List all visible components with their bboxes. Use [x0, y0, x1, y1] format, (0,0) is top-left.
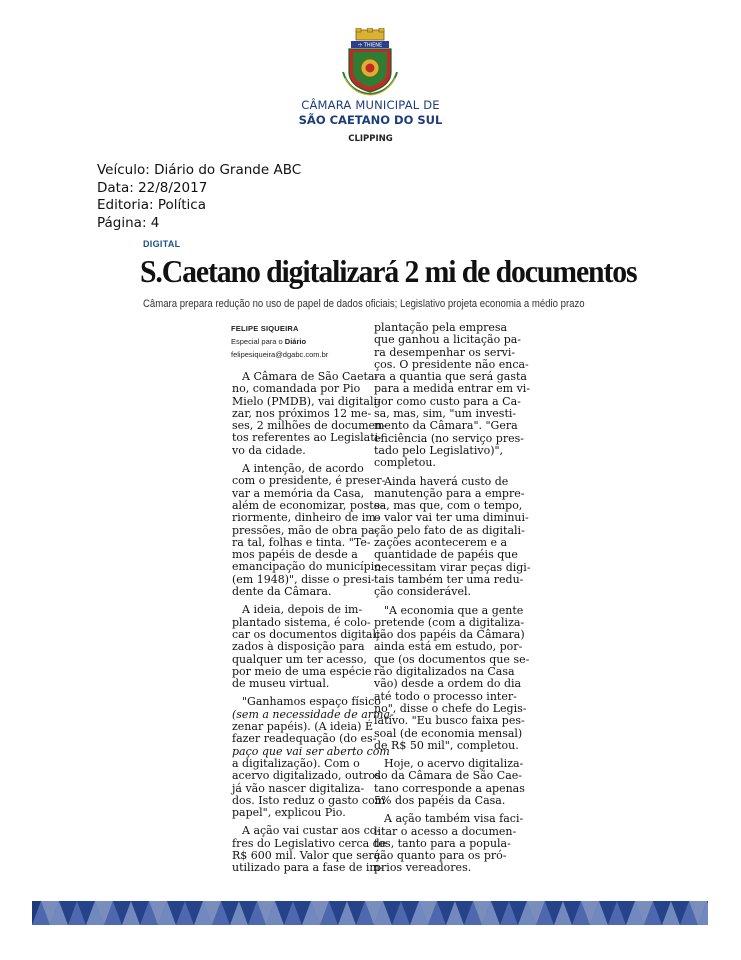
article-line: vão) desde a ordem do dia	[374, 677, 522, 691]
article-line: zados à disposição para	[232, 640, 365, 654]
article-line: até todo o processo inter-	[374, 689, 517, 703]
article-line: do da Câmara de São Cae-	[374, 769, 522, 783]
article-line: zenar papéis). (A ideia) É	[232, 720, 373, 734]
article-line: completou.	[374, 456, 436, 470]
article-line: para a medida entrar em vi-	[374, 382, 531, 396]
meta-veiculo: Veículo: Diário do Grande ABC	[97, 162, 302, 178]
article-line: por meio de uma espécie	[232, 664, 372, 678]
byline-role-text: Especial para o	[231, 337, 283, 346]
org-name-line2: SÃO CAETANO DO SUL	[298, 113, 443, 127]
article-line: Hoje, o acervo digitaliza-	[384, 757, 524, 771]
article-line: de museu virtual.	[232, 677, 330, 691]
article-line: quantidade de papéis que	[374, 548, 518, 562]
article-line: além de economizar, poste-	[232, 498, 384, 512]
article-line: ra a quantia que será gasta	[374, 370, 527, 384]
article-line: ção quanto para os pró-	[374, 849, 507, 863]
article-line: tos, tanto para a popula-	[374, 836, 511, 850]
article-line: 5% dos papéis da Casa.	[374, 793, 506, 807]
article-line: zações acontecerem e a	[374, 536, 508, 550]
article-byline	[231, 324, 328, 359]
article-line: utilizado para a fase de im-	[232, 861, 384, 875]
city-crest-logo	[339, 28, 401, 96]
article-line: A ação vai custar aos co-	[242, 824, 381, 838]
article-line: sa, mas que, com o tempo,	[374, 499, 523, 513]
article-line: já vão nascer digitaliza-	[232, 781, 365, 795]
meta-pagina: Página: 4	[97, 214, 160, 231]
clipping-label: CLIPPING	[348, 134, 393, 144]
article-line: ra tal, folhas e tinta. "Te-	[232, 535, 371, 549]
byline-outlet: Diário	[284, 337, 307, 346]
article-line: A ideia, depois de im-	[242, 603, 363, 617]
article-line: Mielo (PMDB), vai digitali-	[232, 394, 381, 408]
article-headline: S.Caetano digitalizará 2 mi de documentos	[140, 253, 637, 289]
crest-banner-text: ☩ THIENE	[357, 42, 383, 49]
article-line: lativo. "Eu busco faixa pes-	[374, 714, 525, 728]
article-line: fres do Legislativo cerca de	[232, 836, 387, 850]
article-line: car os documentos digitali-	[232, 627, 384, 641]
article-line: que ganhou a licitação pa-	[374, 333, 522, 347]
article-line: qualquer um ter acesso,	[232, 652, 367, 666]
article-line: mos papéis de desde a	[232, 548, 358, 562]
meta-data: Data: 22/8/2017	[97, 179, 208, 196]
article-line: dente da Câmara.	[232, 585, 332, 599]
article-line: A intenção, de acordo	[242, 462, 364, 476]
article-line: gor como custo para a Ca-	[374, 394, 521, 408]
article-line: zar, nos próximos 12 me-	[232, 406, 372, 420]
article-line: necessitam virar peças digi-	[374, 560, 531, 574]
article-line: ços. O presidente não enca-	[374, 357, 529, 371]
article-line: manutenção para a empre-	[374, 486, 525, 500]
article-line: dos. Isto reduz o gasto com	[232, 793, 386, 807]
article-column-1	[232, 371, 394, 875]
article-line: acervo digitalizado, outros	[232, 769, 381, 783]
article-line: tado pelo Legislativo)",	[374, 443, 504, 457]
byline-author: FELIPE SIQUEIRA	[231, 324, 299, 333]
article-line: "A economia que a gente	[384, 603, 524, 617]
article-line: soal (de economia mensal)	[374, 726, 523, 740]
article-line: A Câmara de São Caeta-	[242, 370, 379, 383]
article-line: o valor vai ter uma diminui-	[374, 511, 529, 525]
article-line: ção dos papéis da Câmara)	[374, 628, 525, 642]
article-line: emancipação do município	[232, 560, 381, 574]
meta-editoria: Editoria: Política	[97, 197, 206, 213]
org-name-line1: CÂMARA MUNICIPAL DE	[301, 98, 440, 112]
article-line: paço que vai ser aberto com	[232, 744, 390, 758]
article-line: papel", explicou Pio.	[232, 806, 346, 820]
article-line: rão digitalizados na Casa	[374, 665, 515, 679]
article-line: mento da Câmara". "Gera	[374, 419, 518, 433]
article-line: litar o acesso a documen-	[374, 824, 517, 838]
article-line: ção pelo fato de as digitali-	[374, 523, 525, 537]
article-line: tos referentes ao Legislati-	[232, 431, 382, 445]
article-line: eficiência (no serviço pres-	[374, 431, 524, 445]
article-line: de R$ 50 mil", completou.	[374, 738, 519, 752]
article-line: tano corresponde a apenas	[374, 781, 525, 795]
article-line: ses, 2 milhões de documen-	[232, 419, 386, 433]
article-line: que (os documentos que se-	[374, 652, 530, 666]
article-line: com o presidente, é preser-	[232, 474, 386, 488]
article-line: vo da cidade.	[232, 443, 306, 457]
article-line: "Ganhamos espaço físico	[242, 695, 381, 709]
byline-email: felipesiqueira@dgabc.com.br	[231, 350, 329, 359]
article-line: ra desempenhar os servi-	[374, 345, 516, 359]
article-line: plantação pela empresa	[374, 321, 508, 334]
article-line: tais também ter uma redu-	[374, 572, 524, 586]
article-line: riormente, dinheiro de im-	[232, 511, 380, 525]
article-line: (sem a necessidade de arma-	[232, 707, 394, 721]
article-line: R$ 600 mil. Valor que será	[232, 848, 381, 862]
byline-role	[231, 337, 328, 346]
article-kicker: DIGITAL	[143, 239, 181, 249]
article-line: pressões, mão de obra pa-	[232, 523, 379, 537]
article-line: ção considerável.	[374, 585, 471, 599]
article-line: fazer readequação (do es-	[232, 732, 377, 746]
article-line: (em 1948)", disse o presi-	[232, 572, 375, 586]
article-line: Ainda haverá custo de	[384, 474, 509, 488]
article-line: no, comandada por Pio	[232, 382, 361, 396]
article-line: sa, mas, sim, "um investi-	[374, 407, 517, 421]
article-line: plantado sistema, é colo-	[232, 615, 371, 629]
article-line: pretende (com a digitaliza-	[374, 615, 525, 629]
article-line: prios vereadores.	[374, 861, 472, 875]
article-subtitle: Câmara prepara redução no uso de papel de dados oficiais; Legislativo projeta economia a médio prazo	[143, 298, 585, 310]
footer-banner	[32, 901, 708, 925]
article-line: A ação também visa faci-	[384, 812, 524, 826]
article-line: a digitalização). Com o	[232, 756, 360, 770]
article-line: no", disse o chefe do Legis-	[374, 701, 527, 715]
article-line: var a memória da Casa,	[232, 486, 365, 500]
article-column-2	[374, 322, 531, 875]
article-line: ainda está em estudo, por-	[374, 640, 523, 654]
clipping-metadata	[97, 162, 301, 232]
